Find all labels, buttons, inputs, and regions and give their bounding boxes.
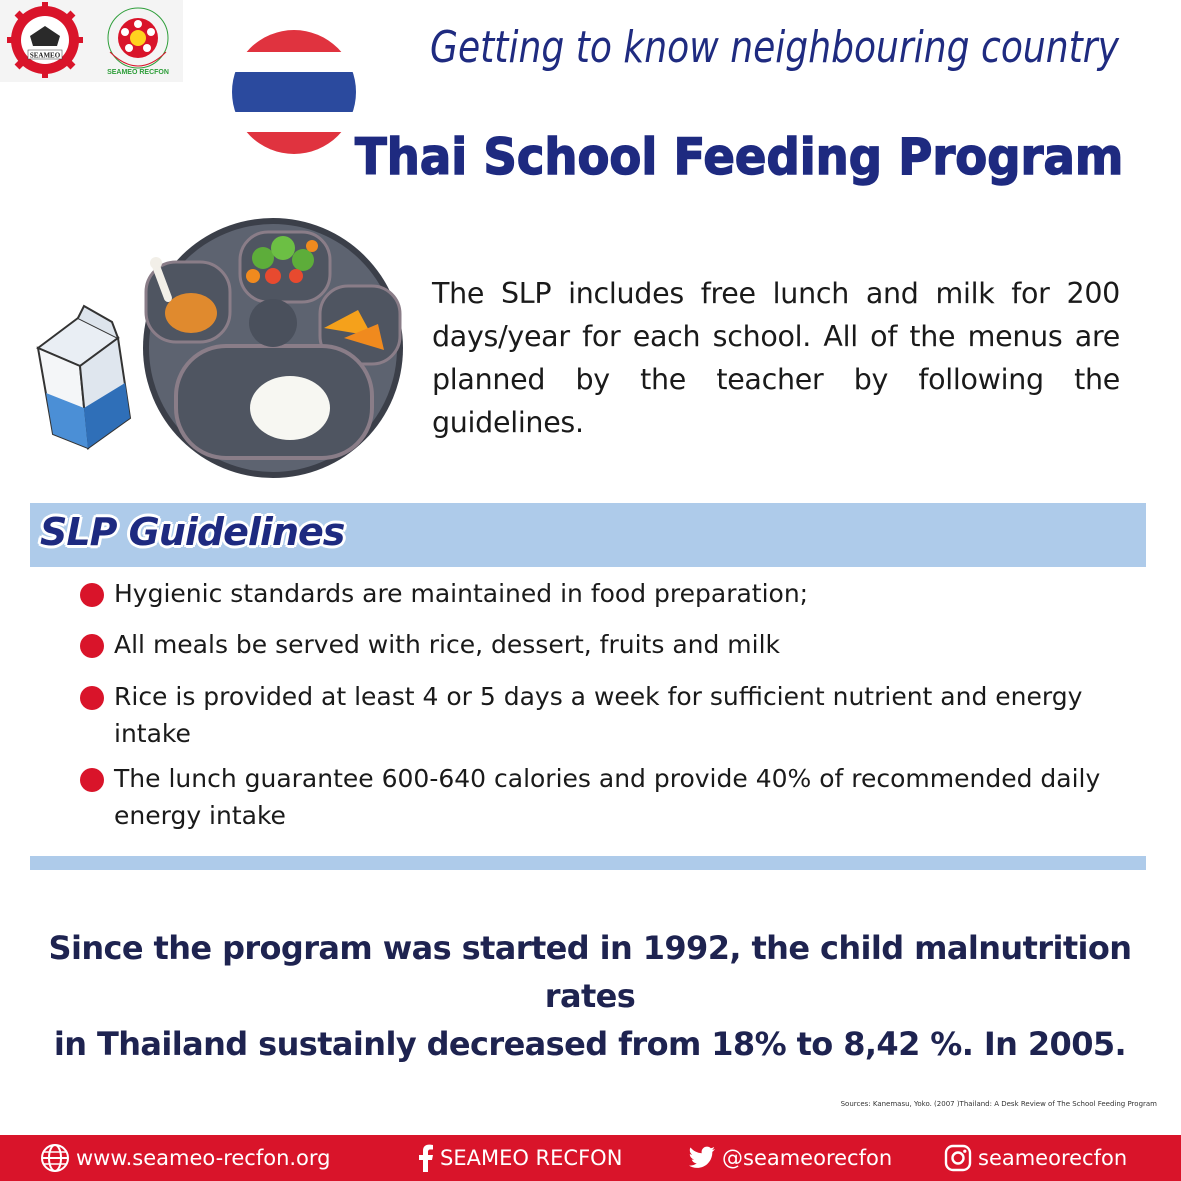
source-citation: Sources: Kanemasu, Yoko. (2007 )Thailand: A Desk Review of The School Feeding Program bbox=[840, 1100, 1157, 1108]
logo-area bbox=[0, 0, 183, 82]
website-label: www.seameo-recfon.org bbox=[76, 1146, 331, 1170]
facebook-label: SEAMEO RECFON bbox=[440, 1146, 623, 1170]
list-item bbox=[78, 626, 1138, 663]
food-tray-icon bbox=[143, 218, 403, 478]
section-divider-band bbox=[30, 856, 1146, 870]
bullet-dot-icon bbox=[80, 583, 104, 607]
twitter-icon bbox=[688, 1146, 716, 1170]
instagram-link[interactable] bbox=[944, 1135, 1127, 1181]
website-link[interactable] bbox=[40, 1135, 331, 1181]
lunch-tray-and-milk-carton-icon bbox=[28, 218, 408, 480]
list-item bbox=[78, 760, 1138, 834]
intro-paragraph: The SLP includes free lunch and milk for 200 days/year for each school. All of the menus are planned by the teacher by following the guidelines. bbox=[432, 277, 1120, 439]
globe-icon bbox=[40, 1143, 70, 1173]
seameo-logo bbox=[2, 2, 88, 78]
statement-line-1: Since the program was started in 1992, the child malnutrition rates bbox=[48, 929, 1132, 1015]
seameo-recfon-logo bbox=[96, 2, 180, 78]
statement-line-2: in Thailand sustainly decreased from 18% to 8,42 %. In 2005. bbox=[53, 1025, 1127, 1063]
milk-carton-icon bbox=[38, 306, 130, 448]
twitter-label: @seameorecfon bbox=[722, 1146, 893, 1170]
bullet-dot-icon bbox=[80, 686, 104, 710]
list-item-text: The lunch guarantee 600-640 calories and provide 40% of recommended daily energy intake bbox=[114, 764, 1101, 830]
thailand-flag-icon bbox=[232, 30, 356, 154]
facebook-icon bbox=[418, 1144, 434, 1172]
bullet-dot-icon bbox=[80, 768, 104, 792]
recfon-logo-text: SEAMEO RECFON bbox=[107, 69, 169, 76]
twitter-link[interactable] bbox=[688, 1135, 892, 1181]
instagram-label: seameorecfon bbox=[978, 1146, 1128, 1170]
instagram-icon bbox=[944, 1144, 972, 1172]
list-item-text: Rice is provided at least 4 or 5 days a week for sufficient nutrient and energy intake bbox=[114, 682, 1083, 748]
list-item bbox=[78, 575, 1138, 612]
guidelines-list bbox=[78, 575, 1138, 834]
facebook-link[interactable] bbox=[418, 1135, 622, 1181]
malnutrition-statement bbox=[40, 924, 1140, 1068]
list-item-text: Hygienic standards are maintained in food preparation; bbox=[114, 579, 809, 608]
seameo-logo-text: SEAMEO bbox=[29, 51, 61, 60]
bullet-dot-icon bbox=[80, 634, 104, 658]
list-item-text: All meals be served with rice, dessert, fruits and milk bbox=[114, 630, 781, 659]
guidelines-title: SLP Guidelines bbox=[40, 510, 345, 554]
footer-bar bbox=[0, 1135, 1181, 1181]
page-title: Thai School Feeding Program bbox=[355, 128, 1124, 186]
page-subtitle: Getting to know neighbouring country bbox=[430, 22, 1119, 73]
list-item bbox=[78, 678, 1138, 752]
